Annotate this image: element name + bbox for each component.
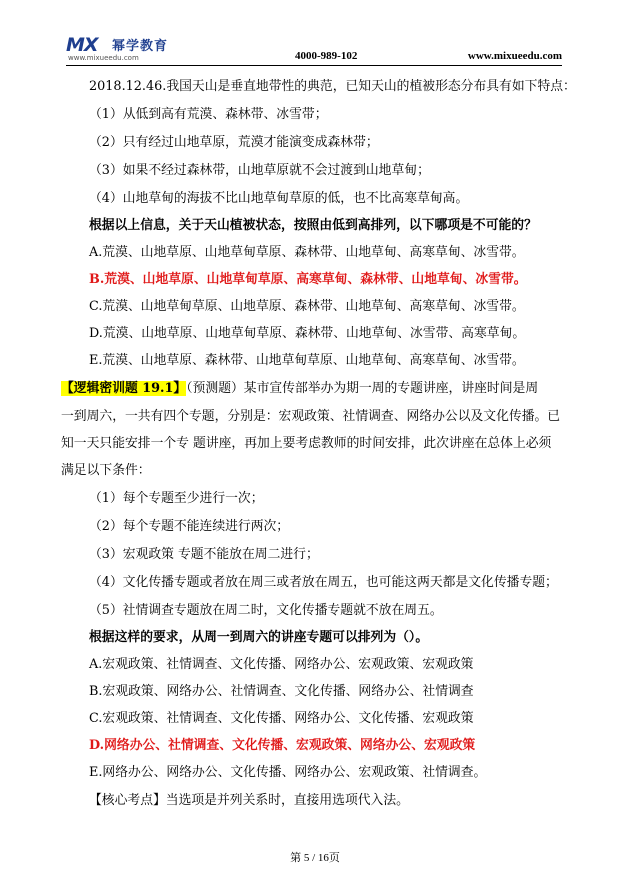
q2-option-e: E.网络办公、网络办公、文化传播、网络办公、宏观政策、社情调查。 bbox=[89, 765, 487, 780]
q2-tag: 【逻辑密训题 19.1】 bbox=[61, 381, 187, 396]
q1-option-e: E.荒漠、山地草原、森林带、山地草甸草原、山地草甸、高寒草甸、冰雪带。 bbox=[89, 353, 525, 368]
q2-condition-3: （3）宏观政策 专题不能放在周二进行； bbox=[89, 547, 319, 562]
q2-option-b: B.宏观政策、网络办公、社情调查、文化传播、网络办公、社情调查 bbox=[89, 684, 474, 699]
q1-stem: 2018.12.46.我国天山是垂直地带性的典范，已知天山的植被形态分布具有如下特点： bbox=[89, 79, 576, 94]
q2-core-point: 【核心考点】当选项是并列关系时，直接用选项代入法。 bbox=[89, 793, 409, 808]
q1-condition-2: （2）只有经过山地草原，荒漠才能演变成森林带； bbox=[89, 135, 379, 150]
logo bbox=[66, 34, 216, 64]
q2-question: 根据这样的要求，从周一到周六的讲座专题可以排列为（）。 bbox=[89, 630, 429, 645]
q2-option-a: A.宏观政策、社情调查、文化传播、网络办公、宏观政策、宏观政策 bbox=[89, 657, 474, 672]
q1-option-c: C.荒漠、山地草甸草原、山地草原、森林带、山地草甸、高寒草甸、冰雪带。 bbox=[89, 299, 525, 314]
q1-option-d: D.荒漠、山地草原、山地草甸草原、森林带、山地草甸、冰雪带、高寒草甸。 bbox=[89, 326, 526, 341]
page-number: 第 5 / 16页 bbox=[290, 852, 340, 864]
q2-stem-text: （预测题）某市宣传部举办为期一周的专题讲座，讲座时间是周 bbox=[186, 381, 539, 396]
q2-stem-line-2: 一到周六，一共有四个专题，分别是：宏观政策、社情调查、网络办公以及文化传播。已 bbox=[61, 409, 561, 424]
q2-condition-5: （5）社情调查专题放在周二时，文化传播专题就不放在周五。 bbox=[89, 603, 443, 618]
q2-stem-line-4: 满足以下条件： bbox=[61, 463, 151, 478]
header-phone: 4000-989-102 bbox=[295, 50, 358, 62]
q2-stem-line-1 bbox=[61, 380, 538, 398]
q1-condition-3: （3）如果不经过森林带，山地草原就不会过渡到山地草甸； bbox=[89, 163, 430, 178]
q2-option-d-answer: D.网络办公、社情调查、文化传播、宏观政策、网络办公、宏观政策 bbox=[89, 738, 476, 753]
logo-site: www.mixueedu.com bbox=[68, 54, 139, 62]
header-website: www.mixueedu.com bbox=[467, 50, 562, 62]
q1-question: 根据以上信息，关于天山植被状态，按照由低到高排列，以下哪项是不可能的？ bbox=[89, 218, 537, 233]
q1-condition-1: （1）从低到高有荒漠、森林带、冰雪带； bbox=[89, 107, 328, 122]
q2-condition-1: （1）每个专题至少进行一次； bbox=[89, 491, 264, 506]
q1-option-b-answer: B.荒漠、山地草原、山地草甸草原、高寒草甸、森林带、山地草甸、冰雪带。 bbox=[89, 272, 527, 287]
q1-option-a: A.荒漠、山地草原、山地草甸草原、森林带、山地草甸、高寒草甸、冰雪带。 bbox=[89, 245, 525, 260]
q2-option-c: C.宏观政策、社情调查、文化传播、网络办公、文化传播、宏观政策 bbox=[89, 711, 474, 726]
logo-brand: 幂学教育 bbox=[112, 39, 169, 54]
logo-mark: MX bbox=[66, 34, 98, 56]
page-header bbox=[66, 30, 562, 66]
q1-condition-4: （4）山地草甸的海拔不比山地草甸草原的低，也不比高寒草甸高。 bbox=[89, 191, 469, 206]
q2-condition-4: （4）文化传播专题或者放在周三或者放在周五，也可能这两天都是文化传播专题； bbox=[89, 575, 558, 590]
header-divider bbox=[66, 65, 562, 66]
q2-condition-2: （2）每个专题不能连续进行两次； bbox=[89, 519, 290, 534]
q2-stem-line-3: 知一天只能安排一个专 题讲座，再加上要考虑教师的时间安排，此次讲座在总体上必须 bbox=[61, 436, 552, 451]
